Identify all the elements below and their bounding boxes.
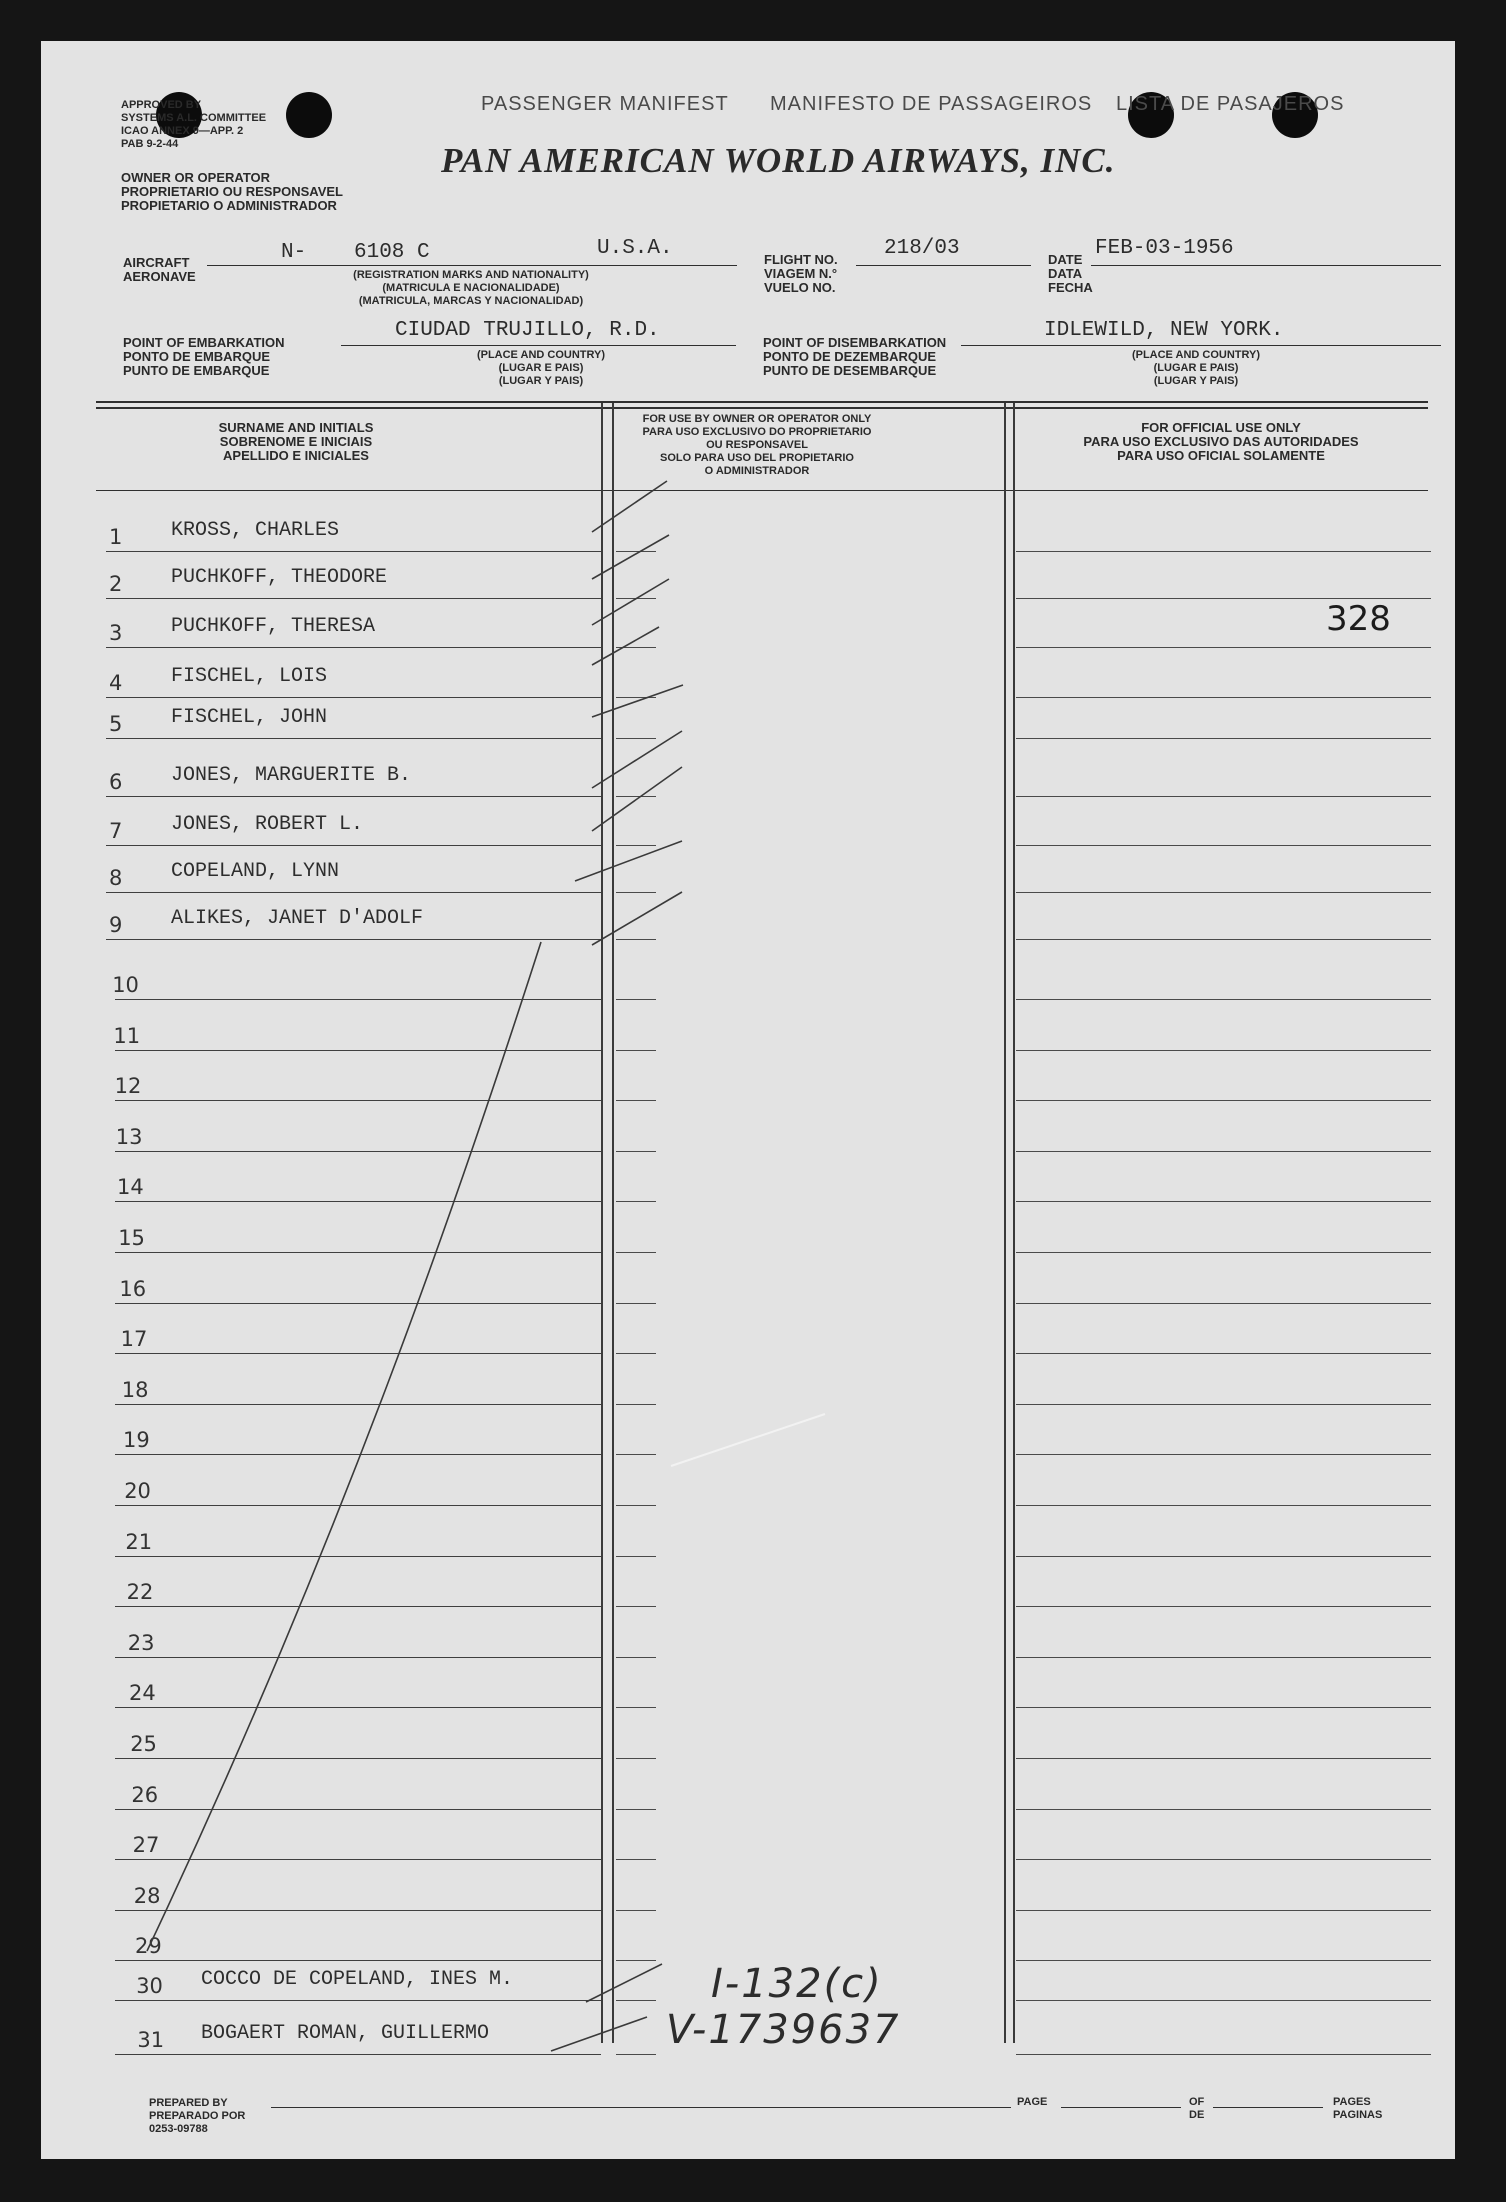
punch-hole-left-2 xyxy=(286,92,332,138)
check-mark xyxy=(592,731,682,788)
row-number: 18 xyxy=(121,1377,149,1402)
row-line-owner xyxy=(616,999,656,1000)
check-mark xyxy=(551,2017,647,2051)
passenger-name: JONES, MARGUERITE B. xyxy=(171,764,412,787)
row-line-official xyxy=(1016,1404,1431,1405)
row-line xyxy=(115,999,601,1000)
row-line xyxy=(115,1707,601,1708)
row-line-owner xyxy=(616,647,656,648)
row-line-official xyxy=(1016,1707,1431,1708)
row-line xyxy=(115,2000,601,2001)
row-line xyxy=(115,1404,601,1405)
column-header-surname: SURNAME AND INITIALS SOBRENOME E INICIAIS APELLIDO E INICIALES xyxy=(218,420,374,463)
row-number: 15 xyxy=(118,1226,145,1250)
row-number: 8 xyxy=(109,866,123,890)
aircraft-underline xyxy=(207,265,737,266)
row-number: 12 xyxy=(114,1074,142,1099)
row-line xyxy=(115,1353,601,1354)
check-mark xyxy=(592,579,669,625)
row-number: 7 xyxy=(109,819,123,843)
of-underline xyxy=(1213,2107,1323,2108)
row-line xyxy=(115,1050,601,1051)
row-line-owner xyxy=(616,1505,656,1506)
row-line-owner xyxy=(616,796,656,797)
aircraft-prefix: N- xyxy=(281,241,307,264)
row-line xyxy=(106,551,601,552)
row-line-official xyxy=(1016,845,1431,846)
page-underline xyxy=(1061,2107,1181,2108)
row-number: 25 xyxy=(130,1732,157,1756)
aircraft-label: AIRCRAFT AERONAVE xyxy=(123,255,196,284)
row-line-official xyxy=(1016,2054,1431,2055)
page-label: PAGE xyxy=(1017,2096,1048,2108)
row-number: 2 xyxy=(109,572,123,596)
row-line-owner xyxy=(616,738,656,739)
row-number: 6 xyxy=(109,770,123,794)
row-number: 23 xyxy=(127,1630,155,1655)
date-label: DATE DATA FECHA xyxy=(1048,252,1093,295)
row-number: 28 xyxy=(133,1883,161,1908)
embark-underline xyxy=(341,345,736,346)
row-line-official xyxy=(1016,1303,1431,1304)
disembark-caption: (PLACE AND COUNTRY) (LUGAR E PAIS) (LUGAR Y PAIS) xyxy=(1131,349,1261,387)
row-line xyxy=(115,1454,601,1455)
check-mark xyxy=(586,1964,662,2002)
stamp-number: 328 xyxy=(1326,599,1391,639)
row-line-owner xyxy=(616,1657,656,1658)
row-line xyxy=(115,1201,601,1202)
row-line-official xyxy=(1016,892,1431,893)
embark-caption: (PLACE AND COUNTRY) (LUGAR E PAIS) (LUGAR Y PAIS) xyxy=(476,349,606,387)
approval-block: APPROVED BY SYSTEMS A.L. COMMITTEE ICAO ANNEX 9—APP. 2 PAB 9-2-44 xyxy=(121,99,267,150)
row-line-official xyxy=(1016,1454,1431,1455)
row-line-owner xyxy=(616,1151,656,1152)
check-mark xyxy=(592,767,682,831)
row-number: 21 xyxy=(125,1529,153,1554)
row-line xyxy=(115,1758,601,1759)
row-line-official xyxy=(1016,551,1431,552)
flight-underline xyxy=(856,265,1031,266)
row-line-official xyxy=(1016,1960,1431,1961)
row-number: 4 xyxy=(109,671,123,695)
manifest-sheet xyxy=(41,41,1455,2159)
row-line-owner xyxy=(616,2000,656,2001)
row-line-official xyxy=(1016,1151,1431,1152)
title-english: PASSENGER MANIFEST xyxy=(481,93,729,115)
row-line-owner xyxy=(616,1050,656,1051)
disembark-underline xyxy=(961,345,1441,346)
row-number: 10 xyxy=(112,973,139,997)
row-line xyxy=(106,845,601,846)
row-line xyxy=(115,1303,601,1304)
row-line xyxy=(115,1809,601,1810)
row-line-owner xyxy=(616,551,656,552)
row-line-official xyxy=(1016,1353,1431,1354)
row-line-owner xyxy=(616,1100,656,1101)
row-number: 22 xyxy=(126,1580,154,1605)
row-number: 3 xyxy=(109,621,123,645)
registration-caption: (REGISTRATION MARKS AND NATIONALITY) (MATRICULA E NACIONALIDADE) (MATRICULA, MARCAS Y NACIONALIDAD) xyxy=(353,269,589,307)
title-portuguese: MANIFESTO DE PASSAGEIROS xyxy=(770,93,1093,115)
row-line-official xyxy=(1016,1859,1431,1860)
row-line xyxy=(106,697,601,698)
aircraft-nationality: U.S.A. xyxy=(597,237,673,260)
row-number: 17 xyxy=(120,1327,148,1352)
row-number: 30 xyxy=(136,1974,163,1998)
row-line xyxy=(115,2054,601,2055)
row-line xyxy=(115,1556,601,1557)
row-line-official xyxy=(1016,1657,1431,1658)
column-divider-2 xyxy=(612,403,614,2043)
row-line-official xyxy=(1016,1201,1431,1202)
row-line-official xyxy=(1016,796,1431,797)
row-line-official xyxy=(1016,1252,1431,1253)
row-line-owner xyxy=(616,845,656,846)
row-line xyxy=(115,1505,601,1506)
row-number: 20 xyxy=(124,1479,151,1503)
flight-label: FLIGHT NO. VIAGEM N.° VUELO NO. xyxy=(764,252,838,295)
row-line-official xyxy=(1016,1050,1431,1051)
row-line-official xyxy=(1016,1505,1431,1506)
row-line-owner xyxy=(616,1353,656,1354)
row-line-owner xyxy=(616,697,656,698)
pages-label: PAGES PAGINAS xyxy=(1333,2096,1383,2121)
row-number: 27 xyxy=(132,1833,160,1858)
column-divider-3 xyxy=(1004,403,1006,2043)
row-line-official xyxy=(1016,999,1431,1000)
column-header-owner-use: FOR USE BY OWNER OR OPERATOR ONLY PARA USO EXCLUSIVO DO PROPRIETARIO OU RESPONSAVEL SOLO PARA USO DEL PROPIETARIO O ADMINISTRADOR xyxy=(642,413,872,477)
row-line-official xyxy=(1016,1809,1431,1810)
check-mark xyxy=(592,535,669,579)
row-number: 31 xyxy=(137,2028,165,2052)
check-mark xyxy=(592,892,682,945)
row-line-official xyxy=(1016,939,1431,940)
row-line-owner xyxy=(616,1303,656,1304)
row-line-official xyxy=(1016,1100,1431,1101)
row-number: 5 xyxy=(109,712,123,736)
row-line-official xyxy=(1016,738,1431,739)
table-top-rule-1 xyxy=(96,401,1428,403)
check-mark xyxy=(592,685,683,717)
row-number: 29 xyxy=(135,1934,162,1959)
passenger-name: FISCHEL, JOHN xyxy=(171,706,328,729)
row-line-official xyxy=(1016,1758,1431,1759)
passenger-name: PUCHKOFF, THERESA xyxy=(171,615,376,638)
row-line-owner xyxy=(616,1556,656,1557)
row-line-owner xyxy=(616,1707,656,1708)
row-line xyxy=(106,647,601,648)
row-line-owner xyxy=(616,1201,656,1202)
row-line-owner xyxy=(616,892,656,893)
row-line xyxy=(115,1100,601,1101)
row-line-official xyxy=(1016,1606,1431,1607)
passenger-name: ALIKES, JANET D'ADOLF xyxy=(171,907,424,930)
row-number: 14 xyxy=(117,1175,144,1200)
column-divider-1 xyxy=(601,403,603,2043)
row-line xyxy=(106,892,601,893)
row-line-official xyxy=(1016,2000,1431,2001)
row-line-owner xyxy=(616,1859,656,1860)
passenger-name: KROSS, CHARLES xyxy=(171,519,340,542)
column-header-official: FOR OFFICIAL USE ONLY PARA USO EXCLUSIVO DAS AUTORIDADES PARA USO OFICIAL SOLAMENTE xyxy=(1083,420,1359,463)
row-number: 16 xyxy=(119,1276,147,1301)
row-line xyxy=(115,1252,601,1253)
row-line xyxy=(115,1606,601,1607)
handwritten-code-2: V-1739637 xyxy=(666,2007,901,2053)
header-bottom-rule xyxy=(96,490,1428,491)
of-label: OF DE xyxy=(1189,2096,1205,2121)
aircraft-registration: 6108 C xyxy=(354,241,430,264)
row-number: 9 xyxy=(109,913,123,937)
prepared-by-underline xyxy=(271,2107,1011,2108)
row-line-owner xyxy=(616,1960,656,1961)
row-number: 11 xyxy=(113,1023,141,1048)
row-line-official xyxy=(1016,1556,1431,1557)
check-mark xyxy=(575,841,682,881)
strike-line xyxy=(147,942,541,1951)
check-mark xyxy=(592,481,667,532)
row-line xyxy=(115,1151,601,1152)
date-underline xyxy=(1091,265,1441,266)
prepared-by: PREPARED BY PREPARADO POR 0253-09788 xyxy=(149,2097,246,2135)
stray-mark xyxy=(671,1414,825,1466)
row-line-owner xyxy=(616,939,656,940)
passenger-name: FISCHEL, LOIS xyxy=(171,665,328,688)
handwritten-code-1: I-132(c) xyxy=(711,1961,883,2007)
row-line xyxy=(115,1657,601,1658)
row-line xyxy=(106,939,601,940)
table-top-rule-2 xyxy=(96,407,1428,409)
embark-value: CIUDAD TRUJILLO, R.D. xyxy=(395,319,660,342)
row-line-official xyxy=(1016,1910,1431,1911)
row-line xyxy=(115,1910,601,1911)
row-line-owner xyxy=(616,2054,656,2055)
passenger-name: COPELAND, LYNN xyxy=(171,860,340,883)
row-line-owner xyxy=(616,598,656,599)
row-line xyxy=(115,1960,601,1961)
title-spanish: LISTA DE PASAJEROS xyxy=(1116,93,1345,115)
embark-label: POINT OF EMBARKATION PONTO DE EMBARQUE PUNTO DE EMBARQUE xyxy=(123,335,285,378)
row-line-owner xyxy=(616,1758,656,1759)
disembark-label: POINT OF DISEMBARKATION PONTO DE DEZEMBARQUE PUNTO DE DESEMBARQUE xyxy=(763,335,947,378)
row-number: 19 xyxy=(123,1428,150,1453)
owner-label: OWNER OR OPERATOR PROPRIETARIO OU RESPONSAVEL PROPIETARIO O ADMINISTRADOR xyxy=(121,170,343,213)
column-divider-4 xyxy=(1013,403,1015,2043)
row-number: 26 xyxy=(131,1782,159,1807)
row-number: 24 xyxy=(129,1681,156,1706)
row-line-owner xyxy=(616,1404,656,1405)
date-value: FEB-03-1956 xyxy=(1095,237,1234,260)
row-line xyxy=(115,1859,601,1860)
row-line xyxy=(106,738,601,739)
row-line-owner xyxy=(616,1454,656,1455)
row-line xyxy=(106,796,601,797)
flight-number: 218/03 xyxy=(884,237,960,260)
passenger-name: JONES, ROBERT L. xyxy=(171,813,364,836)
row-line xyxy=(106,598,601,599)
passenger-name: BOGAERT ROMAN, GUILLERMO xyxy=(201,2022,490,2045)
row-line-owner xyxy=(616,1252,656,1253)
row-line-official xyxy=(1016,647,1431,648)
disembark-value: IDLEWILD, NEW YORK. xyxy=(1044,319,1284,342)
owner-value: PAN AMERICAN WORLD AIRWAYS, INC. xyxy=(441,141,1116,180)
row-line-owner xyxy=(616,1910,656,1911)
passenger-name: PUCHKOFF, THEODORE xyxy=(171,566,388,589)
row-number: 13 xyxy=(115,1124,143,1149)
row-line-owner xyxy=(616,1606,656,1607)
passenger-name: COCCO DE COPELAND, INES M. xyxy=(201,1968,514,1991)
row-line-official xyxy=(1016,697,1431,698)
row-number: 1 xyxy=(109,525,123,549)
row-line-owner xyxy=(616,1809,656,1810)
